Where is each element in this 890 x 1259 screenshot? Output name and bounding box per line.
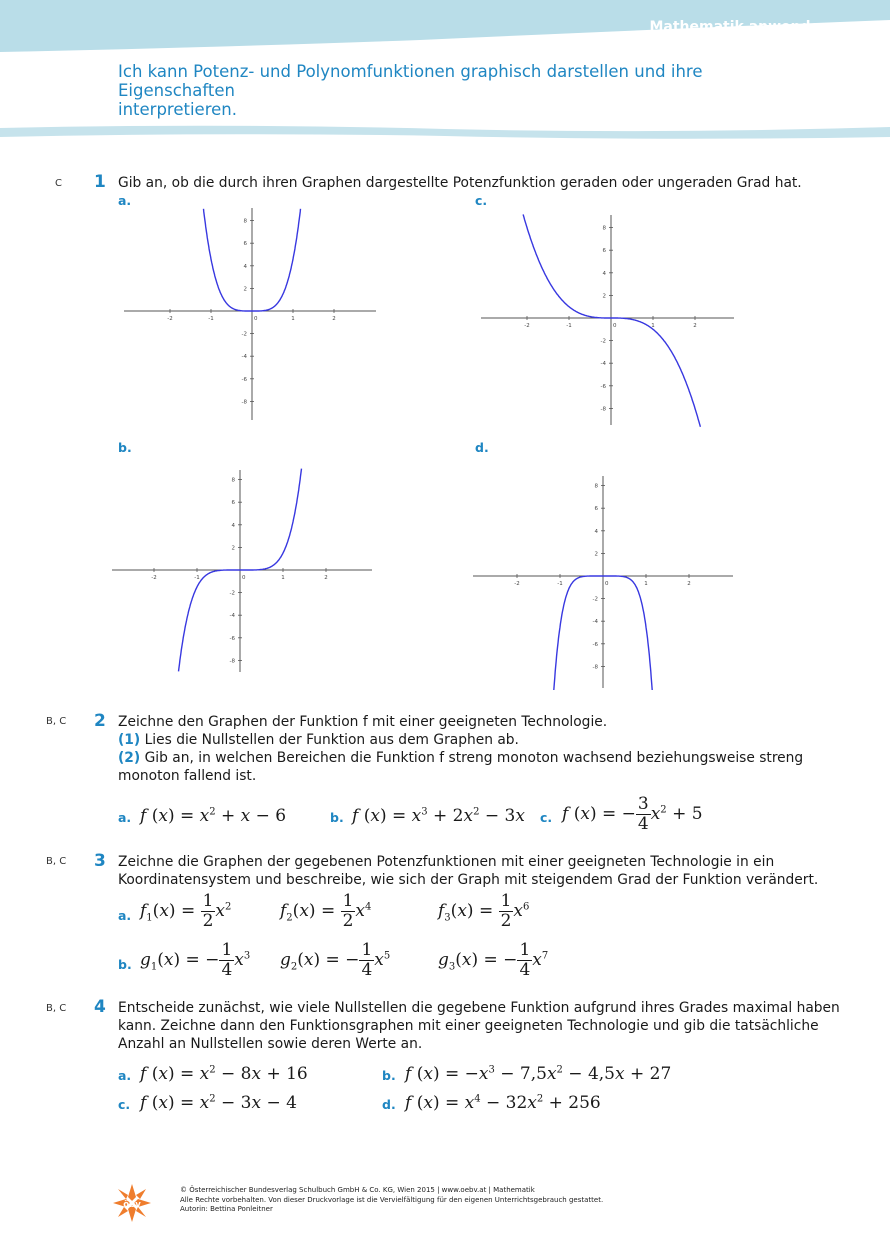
task4-number: 4 xyxy=(94,997,106,1017)
y-tick-label: -6 xyxy=(600,383,606,390)
task2-sub1-num: (1) xyxy=(118,732,141,748)
task3-line1: Zeichne die Graphen der gegebenen Potenzfunktionen mit einer geeigneten Technologie in ein xyxy=(118,854,775,870)
y-tick-label: -6 xyxy=(241,376,247,383)
footer-copyright: © Österreichischer Bundesverlag Schulbuch GmbH & Co. KG, Wien 2015 | www.oebv.at | Mathematik xyxy=(180,1186,535,1194)
task4-a-label: a. xyxy=(118,1068,132,1083)
y-tick-label: 8 xyxy=(243,218,247,225)
graph-b-label: b. xyxy=(118,440,132,455)
y-tick-label: 4 xyxy=(594,528,598,535)
y-tick-label: 6 xyxy=(594,506,598,513)
graph-c-label: c. xyxy=(475,193,488,208)
task4-line2: kann. Zeichne dann den Funktionsgraphen mit einer geeigneten Technologie und gib die tatsächliche xyxy=(118,1018,819,1034)
task3-g3: $g_3(x)$ = − $\frac{1}{4}$ $x^7$ xyxy=(438,940,549,980)
task4-text xyxy=(118,999,840,1053)
task3-g2: $g_2(x)$ = − $\frac{1}{4}$ $x^5$ xyxy=(280,940,391,980)
task2-a-formula: f $(x) = x^2 + x - 6$ xyxy=(140,806,287,826)
graph-d-label: d. xyxy=(475,440,489,455)
task2-c-label: c. xyxy=(540,810,553,825)
learning-goal-line-1: Ich kann Potenz- und Polynomfunktionen graphisch darstellen und ihre Eigenschaften xyxy=(118,62,703,100)
y-tick-label: 8 xyxy=(602,225,606,232)
oebv-logo xyxy=(112,1183,152,1223)
task2-sub1-text: Lies die Nullstellen der Funktion aus dem Graphen ab. xyxy=(144,732,519,748)
task4-line1: Entscheide zunächst, wie viele Nullstellen die gegebene Funktion aufgrund ihres Grades maximal haben xyxy=(118,1000,840,1016)
function-curve xyxy=(204,209,301,311)
task1-text: Gib an, ob die durch ihren Graphen dargestellte Potenzfunktion geraden oder ungeraden Grad hat. xyxy=(118,175,802,191)
x-tick-label: -2 xyxy=(514,581,520,587)
task1-level: C xyxy=(55,178,62,189)
task2-intro: Zeichne den Graphen der Funktion f mit einer geeigneten Technologie. xyxy=(118,714,608,730)
task3-f2: $f_2(x)$ = $\frac{1}{2}$ $x^4$ xyxy=(280,891,372,931)
task4-c-label: c. xyxy=(118,1097,131,1112)
graph-a-label: a. xyxy=(118,193,132,208)
y-tick-label: -8 xyxy=(592,664,598,671)
y-tick-label: 6 xyxy=(231,500,235,507)
y-tick-label: -8 xyxy=(241,399,247,406)
x-tick-label: 2 xyxy=(332,316,336,322)
task3-g1: $g_1(x)$ = − $\frac{1}{4}$ $x^3$ xyxy=(140,940,251,980)
x-tick-label: 2 xyxy=(687,581,691,587)
task3-text xyxy=(118,853,818,889)
x-tick-label: 1 xyxy=(644,581,648,587)
task2-sub1 xyxy=(118,731,818,749)
learning-goal xyxy=(118,62,818,119)
x-tick-label: 1 xyxy=(281,575,285,581)
x-tick-label: 0 xyxy=(613,323,617,329)
y-tick-label: 2 xyxy=(602,293,606,300)
task2-text xyxy=(118,713,818,785)
x-tick-label: -2 xyxy=(524,323,530,329)
task4-c-formula: f $(x) = x^2 - 3x - 4$ xyxy=(140,1093,297,1113)
task2-b-formula: f $(x) = x^3 + 2x^2 - 3x$ xyxy=(352,806,525,826)
task4-b-label: b. xyxy=(382,1068,396,1083)
task2-sub2-text: Gib an, in welchen Bereichen die Funktion f streng monoton wachsend beziehungsweise streng xyxy=(144,750,804,766)
learning-goal-line-2: interpretieren. xyxy=(118,100,237,119)
y-tick-label: -2 xyxy=(229,590,235,597)
y-tick-label: -4 xyxy=(229,613,235,620)
function-curve xyxy=(523,214,700,426)
task4-level: B, C xyxy=(46,1003,67,1014)
task2-c-formula: f (x) = − $\frac{3}{4}$ $x^2 + 5$ xyxy=(562,794,703,834)
task2-number: 2 xyxy=(94,711,106,731)
y-tick-label: -6 xyxy=(592,641,598,648)
y-tick-label: -4 xyxy=(592,619,598,626)
y-tick-label: 4 xyxy=(231,522,235,529)
function-curve xyxy=(554,576,652,690)
task2-sub2-num: (2) xyxy=(118,750,141,766)
x-tick-label: 1 xyxy=(651,323,655,329)
task4-d-formula: f $(x) = x^4 - 32x^2 + 256$ xyxy=(405,1093,601,1113)
task3-line2: Koordinatensystem und beschreibe, wie sich der Graph mit steigendem Grad der Funktion verändert. xyxy=(118,872,819,888)
x-tick-label: 1 xyxy=(291,316,295,322)
task4-a-formula: f $(x) = x^2 - 8x + 16$ xyxy=(140,1064,308,1084)
logo-text: öbv xyxy=(123,1200,141,1210)
task3-a-label: a. xyxy=(118,908,132,923)
y-tick-label: -8 xyxy=(600,406,606,413)
y-tick-label: -4 xyxy=(600,361,606,368)
x-tick-label: -1 xyxy=(557,581,563,587)
y-tick-label: 2 xyxy=(231,545,235,552)
task3-f1: $f_1(x)$ = $\frac{1}{2}$ $x^2$ xyxy=(140,891,232,931)
task2-sub2 xyxy=(118,749,818,767)
task3-f3: $f_3(x)$ = $\frac{1}{2}$ $x^6$ xyxy=(438,891,530,931)
y-tick-label: 2 xyxy=(594,551,598,558)
task4-d-label: d. xyxy=(382,1097,396,1112)
y-tick-label: 2 xyxy=(243,286,247,293)
y-tick-label: -8 xyxy=(229,658,235,665)
task2-level: B, C xyxy=(46,716,67,727)
y-tick-label: 4 xyxy=(243,263,247,270)
footer-rights: Alle Rechte vorbehalten. Von dieser Druckvorlage ist die Vervielfältigung für den eigenen Unterrichtsgebrauch gestattet. xyxy=(180,1195,604,1204)
x-tick-label: -1 xyxy=(208,316,214,322)
task3-number: 3 xyxy=(94,851,106,871)
task2-b-label: b. xyxy=(330,810,344,825)
x-tick-label: 0 xyxy=(242,575,246,581)
y-tick-label: -2 xyxy=(600,338,606,345)
x-tick-label: -1 xyxy=(566,323,572,329)
task1-number: 1 xyxy=(94,172,106,192)
y-tick-label: 8 xyxy=(594,483,598,490)
x-tick-label: 2 xyxy=(324,575,328,581)
x-tick-label: 0 xyxy=(605,581,609,587)
x-tick-label: -2 xyxy=(151,575,157,581)
y-tick-label: -2 xyxy=(241,331,247,338)
x-tick-label: -2 xyxy=(167,316,173,322)
function-curve xyxy=(179,469,302,672)
x-tick-label: -1 xyxy=(194,575,200,581)
task3-b-label: b. xyxy=(118,957,132,972)
task2-sub2-cont: monoton fallend ist. xyxy=(118,768,257,784)
y-tick-label: 8 xyxy=(231,477,235,484)
task4-b-formula: f $(x) = -x^3 - 7,5x^2 - 4,5x + 27$ xyxy=(405,1064,672,1084)
footer-author: Autorin: Bettina Ponleitner xyxy=(180,1205,273,1213)
task4-line3: Anzahl an Nullstellen sowie deren Werte an. xyxy=(118,1036,423,1052)
task3-level: B, C xyxy=(46,856,67,867)
y-tick-label: -4 xyxy=(241,354,247,361)
y-tick-label: 6 xyxy=(243,241,247,248)
y-tick-label: 6 xyxy=(602,248,606,255)
footer xyxy=(180,1186,603,1215)
x-tick-label: 2 xyxy=(693,323,697,329)
x-tick-label: 0 xyxy=(254,316,258,322)
section-label: Mathematik anwenden xyxy=(649,19,830,35)
task2-a-label: a. xyxy=(118,810,132,825)
y-tick-label: -6 xyxy=(229,635,235,642)
y-tick-label: -2 xyxy=(592,596,598,603)
y-tick-label: 4 xyxy=(602,270,606,277)
